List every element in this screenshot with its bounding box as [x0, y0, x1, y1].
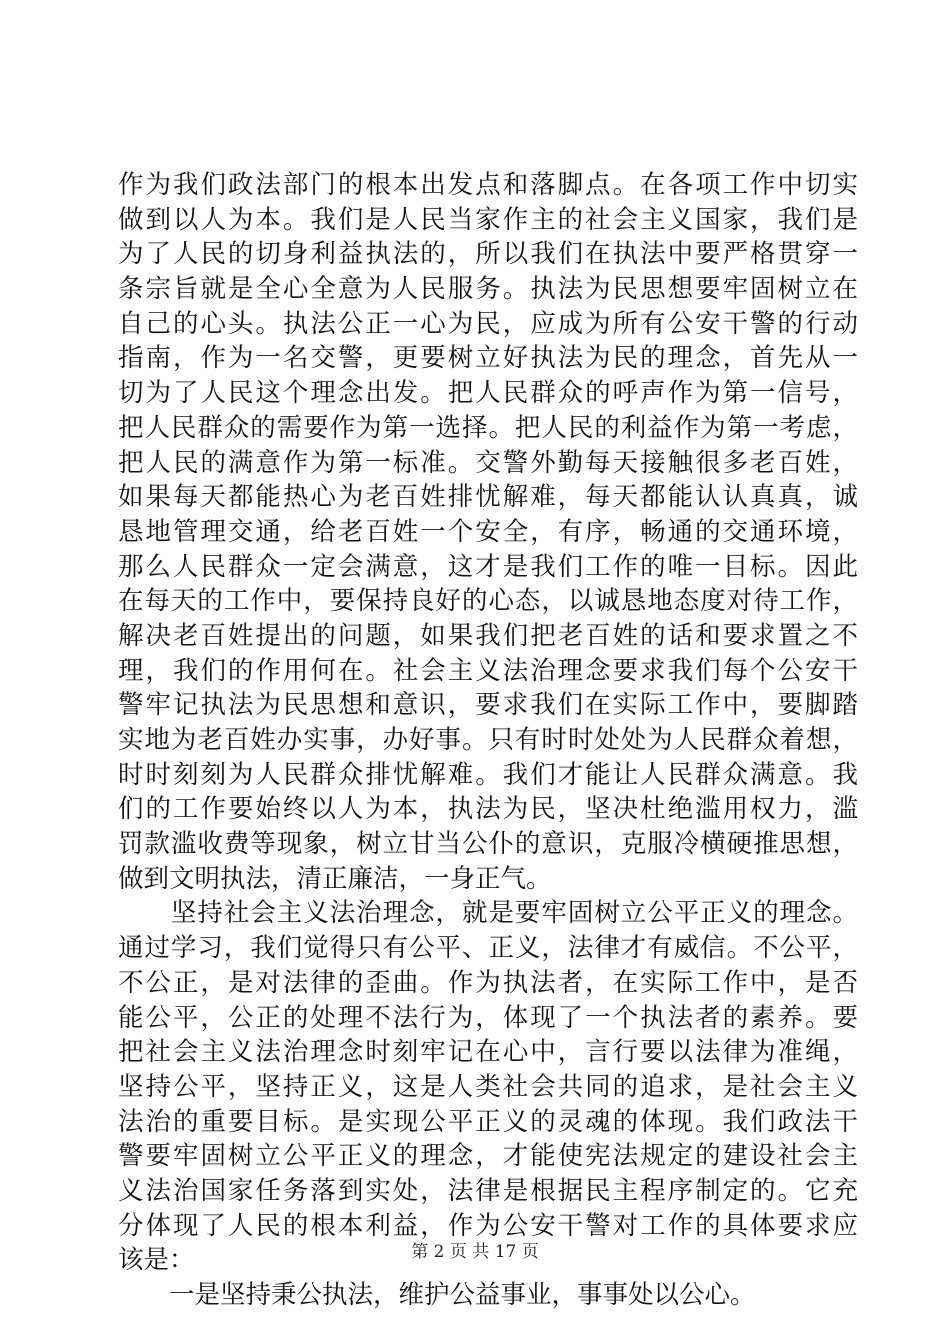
- text-line: 罚款滥收费等现象，树立甘当公仆的意识，克服冷横硬推思想，: [118, 829, 858, 860]
- text-line: 把社会主义法治理念时刻牢记在心中，言行要以法律为准绳，: [118, 1037, 858, 1068]
- text-line: 为了人民的切身利益执法的，所以我们在执法中要严格贯穿一: [118, 239, 858, 270]
- text-line: 指南，作为一名交警，更要树立好执法为民的理念，首先从一: [118, 343, 858, 374]
- text-line: 分体现了人民的根本利益，作为公安干警对工作的具体要求应: [118, 1210, 858, 1241]
- text-line: 该是：: [118, 1245, 195, 1276]
- text-line: 那么人民群众一定会满意，这才是我们工作的唯一目标。因此: [118, 551, 858, 582]
- text-line: 不公正，是对法律的歪曲。作为执法者，在实际工作中，是否: [118, 967, 858, 998]
- text-line: 切为了人民这个理念出发。把人民群众的呼声作为第一信号，: [118, 378, 858, 409]
- text-line: 通过学习，我们觉得只有公平、正义，法律才有威信。不公平，: [118, 933, 858, 964]
- text-line: 警要牢固树立公平正义的理念，才能使宪法规定的建设社会主: [118, 1141, 858, 1172]
- text-line: 在每天的工作中，要保持良好的心态，以诚恳地态度对待工作，: [118, 586, 858, 617]
- text-line: 警牢记执法为民思想和意识，要求我们在实际工作中，要脚踏: [118, 690, 858, 721]
- text-line: 如果每天都能热心为老百姓排忧解难，每天都能认认真真，诚: [118, 482, 858, 513]
- text-line: 解决老百姓提出的问题，如果我们把老百姓的话和要求置之不: [118, 620, 858, 651]
- text-line: 实地为老百姓办实事，办好事。只有时时处处为人民群众着想，: [118, 725, 858, 755]
- text-line: 法治的重要目标。是实现公平正义的灵魂的体现。我们政法干: [118, 1106, 858, 1137]
- page-footer: 第 2 页 共 17 页: [411, 1242, 539, 1262]
- text-line: 恳地管理交通，给老百姓一个安全，有序，畅通的交通环境，: [118, 516, 858, 547]
- text-line: 能公平，公正的处理不法行为，体现了一个执法者的素养。要: [118, 1002, 858, 1033]
- text-line: 把人民的满意作为第一标准。交警外勤每天接触很多老百姓，: [118, 447, 858, 478]
- text-line: 条宗旨就是全心全意为人民服务。执法为民思想要牢固树立在: [118, 274, 858, 305]
- text-line: 自己的心头。执法公正一心为民，应成为所有公安干警的行动: [118, 308, 858, 339]
- text-line: 时时刻刻为人民群众排忧解难。我们才能让人民群众满意。我: [118, 759, 858, 790]
- text-line: 们的工作要始终以人为本，执法为民，坚决杜绝滥用权力，滥: [118, 794, 858, 825]
- text-line: 理，我们的作用何在。社会主义法治理念要求我们每个公安干: [118, 655, 858, 686]
- text-line: 坚持公平，坚持正义，这是人类社会共同的追求，是社会主义: [118, 1071, 858, 1102]
- text-line: 作为我们政法部门的根本出发点和落脚点。在各项工作中切实: [118, 170, 858, 200]
- text-line: 义法治国家任务落到实处，法律是根据民主程序制定的。它充: [118, 1175, 858, 1206]
- text-line: 坚持社会主义法治理念，就是要牢固树立公平正义的理念。: [118, 898, 858, 929]
- text-line: 一是坚持秉公执法，维护公益事业，事事处以公心。: [118, 1280, 756, 1310]
- text-line: 做到文明执法，清正廉洁，一身正气。: [118, 863, 552, 894]
- text-line: 做到以人为本。我们是人民当家作主的社会主义国家，我们是: [118, 204, 858, 235]
- document-body: [118, 168, 858, 1313]
- text-line: 把人民群众的需要作为第一选择。把人民的利益作为第一考虑，: [118, 412, 858, 443]
